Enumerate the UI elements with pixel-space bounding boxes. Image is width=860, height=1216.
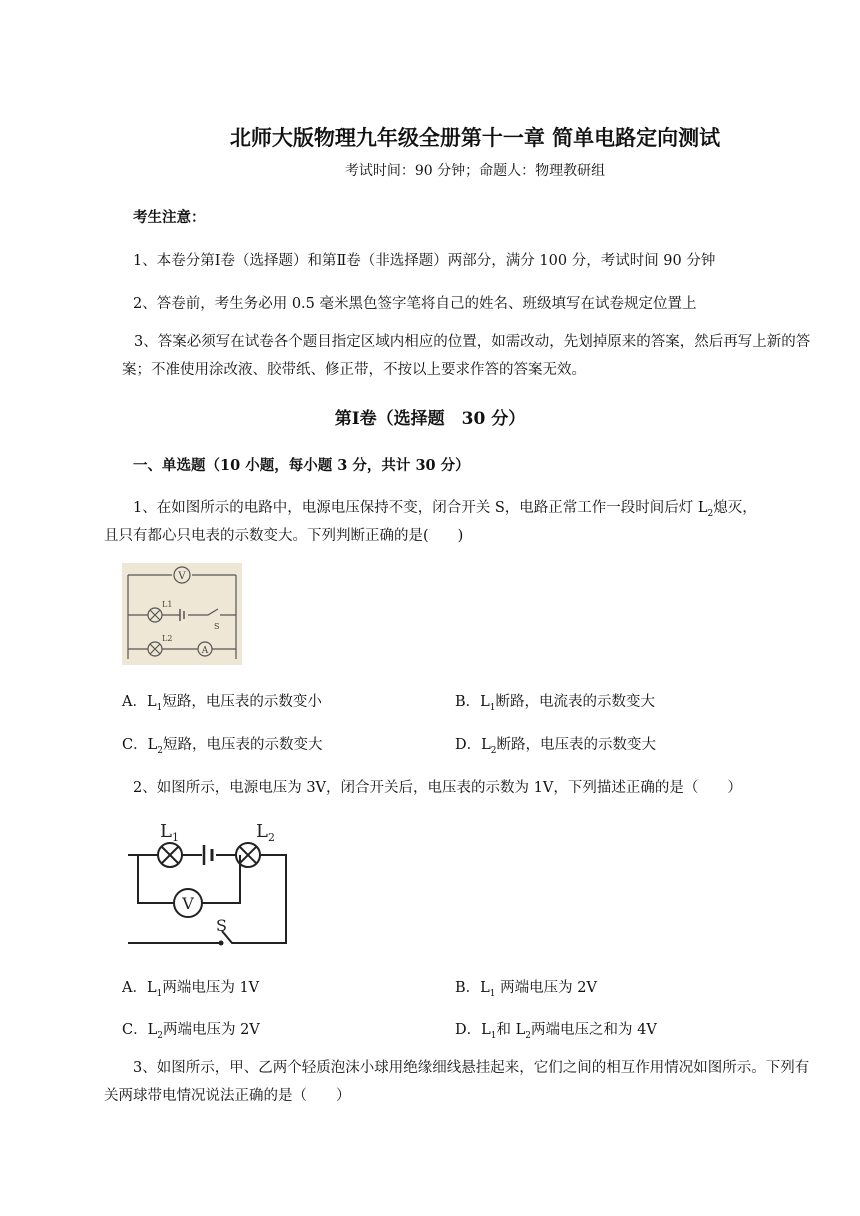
q2-option-a[interactable]: A．$L_1$两端电压为 1V: [122, 980, 260, 999]
notice-item-2: 2、答卷前，考生务必用 0.5 毫米黑色签字笔将自己的姓名、班级填写在试卷规定位置上: [133, 296, 697, 312]
exam-info: 考试时间：90 分钟；命题人：物理教研组: [344, 163, 606, 179]
page-title: 北师大版物理九年级全册第十一章 简单电路定向测试: [229, 125, 721, 150]
q2-voltmeter-label: V: [182, 894, 194, 913]
notice-heading: 考生注意：: [133, 209, 206, 226]
part-heading: 一、单选题（10 小题，每小题 3 分，共计 30 分）: [133, 457, 470, 474]
q2-option-d[interactable]: D．$L_1$和 $L_2$两端电压之和为 4V: [455, 1022, 657, 1041]
q1-voltmeter-label: V: [178, 571, 186, 582]
q1-switch-label: S: [214, 622, 220, 631]
q1-text-line2: 且只有都心只电表的示数变大。下列判断正确的是( ): [104, 528, 464, 544]
q2-l1-label: $L_1$: [160, 821, 179, 844]
q2-option-c[interactable]: C．$L_2$两端电压为 2V: [122, 1022, 260, 1041]
q1-text-line1: 1、在如图所示的电路中，电源电压保持不变，闭合开关 S，电路正常工作一段时间后灯 $L_2$熄灭，: [133, 500, 757, 519]
q2-circuit-figure: [122, 815, 292, 947]
q2-text: 2、如图所示，电源电压为 3V，闭合开关后，电压表的示数为 1V，下列描述正确的是（ ）: [133, 780, 742, 796]
q2-option-b[interactable]: B．$L_1$ 两端电压为 2V: [455, 980, 597, 999]
q1-circuit-figure: [122, 563, 242, 665]
q1-option-a[interactable]: A．$L_1$短路，电压表的示数变小: [122, 694, 322, 713]
q1-l2-label: L2: [162, 634, 173, 643]
q1-option-b[interactable]: B．$L_1$断路，电流表的示数变大: [455, 694, 656, 713]
q1-ammeter-label: A: [201, 646, 209, 656]
q1-l1-label: L1: [162, 600, 173, 609]
q3-text: 3、如图所示，甲、乙两个轻质泡沫小球用绝缘细线悬挂起来，它们之间的相互作用情况如图所示。下列有关两球带电情况说法正确的是（ ）: [104, 1060, 810, 1104]
q2-switch-label: S: [216, 916, 227, 935]
q1-option-d[interactable]: D．$L_2$断路，电压表的示数变大: [455, 737, 656, 756]
notice-item-3: 3、答案必须写在试卷各个题目指定区域内相应的位置，如需改动，先划掉原来的答案，然后再写上新的答案；不准使用涂改液、胶带纸、修正带，不按以上要求作答的答案无效。: [122, 334, 811, 378]
q2-l2-label: $L_2$: [256, 821, 275, 844]
q1-option-c[interactable]: C．$L_2$短路，电压表的示数变大: [122, 737, 323, 756]
notice-item-1: 1、本卷分第Ⅰ卷（选择题）和第Ⅱ卷（非选择题）两部分，满分 100 分，考试时间 90 分钟: [133, 253, 716, 269]
section-title: 第Ⅰ卷（选择题 30 分）: [334, 409, 526, 429]
